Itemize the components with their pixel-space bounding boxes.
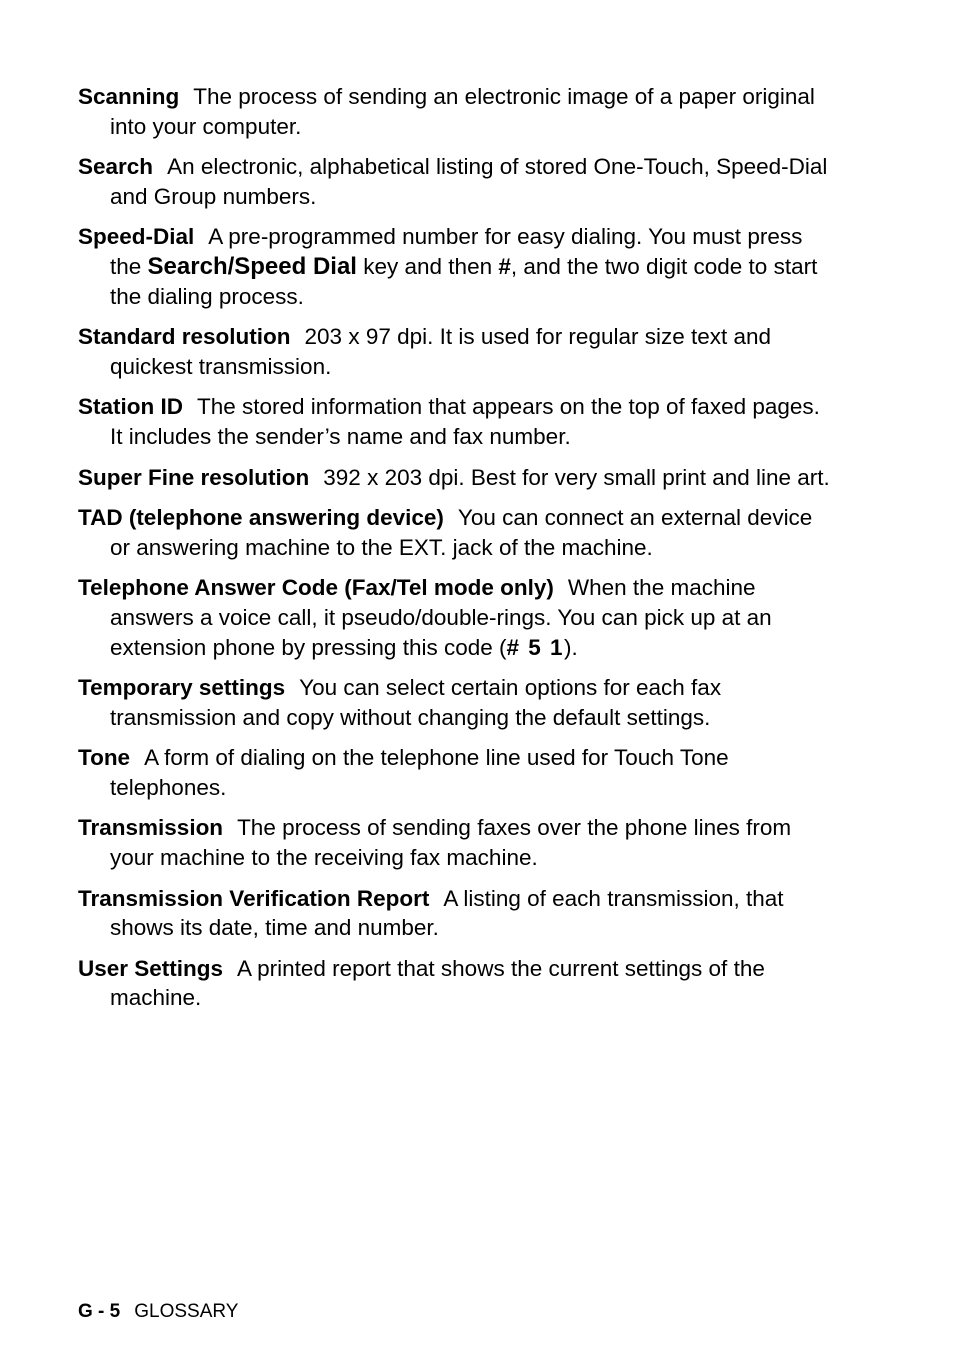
answer-code-label: # 5 1 (506, 634, 565, 660)
glossary-term: Station ID (78, 394, 183, 420)
glossary-definition: , and the two digit code to start the dialing process. (110, 253, 818, 309)
glossary-definition: You can select certain options for each fax transmission and copy without changing the default settings. (110, 675, 722, 730)
glossary-entry-standard-resolution (78, 322, 838, 381)
glossary-term: Speed-Dial (78, 224, 195, 250)
glossary-entry-tad (78, 503, 838, 562)
glossary-definition: You can connect an external device or answering machine to the EXT. jack of the machine. (110, 505, 813, 560)
glossary-term: Transmission Verification Report (78, 885, 430, 911)
glossary-term: Temporary settings (78, 675, 286, 701)
glossary-term: Search (78, 154, 154, 180)
page-footer (78, 1300, 238, 1324)
glossary-definition: A pre-programmed number for easy dialing. You must press the (110, 224, 803, 279)
glossary-definition: A listing of each transmission, that shows its date, time and number. (110, 885, 784, 941)
glossary-entry-transmission-verification-report (78, 884, 838, 943)
glossary-term: User Settings (78, 955, 224, 981)
glossary-term: TAD (telephone answering device) (78, 505, 444, 531)
glossary-term: Standard resolution (78, 324, 291, 350)
glossary-definition: key and then (363, 253, 493, 279)
glossary-term: Scanning (78, 84, 180, 109)
page-number: G - 5 (78, 1301, 121, 1322)
glossary-entry-scanning (78, 82, 838, 141)
glossary-term: Tone (78, 745, 131, 771)
section-title: GLOSSARY (134, 1301, 239, 1322)
glossary-entry-transmission (78, 813, 838, 872)
hash-key-label: # (498, 253, 511, 279)
glossary-term: Super Fine resolution (78, 464, 310, 490)
glossary-entry-super-fine-resolution (78, 463, 838, 493)
glossary-term: Transmission (78, 815, 224, 841)
glossary-definition: The process of sending an electronic image of a paper original into your computer. (110, 84, 815, 139)
glossary-entry-telephone-answer-code (78, 573, 838, 662)
glossary-definition: 203 x 97 dpi. It is used for regular size text and quickest transmission. (110, 324, 772, 379)
glossary-term: Telephone Answer Code (Fax/Tel mode only) (78, 575, 554, 601)
glossary-entry-user-settings (78, 954, 838, 1013)
glossary-definition: A form of dialing on the telephone line used for Touch Tone telephones. (110, 745, 729, 800)
glossary-definition: The process of sending faxes over the phone lines from your machine to the receiving fax machine. (110, 815, 792, 871)
glossary-definition: An electronic, alphabetical listing of stored One-Touch, Speed-Dial and Group numbers. (110, 154, 828, 209)
glossary-entry-tone (78, 743, 838, 802)
glossary-definition: ). (564, 634, 578, 660)
glossary-definition: 392 x 203 dpi. Best for very small print and line art. (323, 464, 830, 490)
glossary-entry-search (78, 152, 838, 211)
glossary-entry-speed-dial (78, 222, 838, 311)
search-speed-dial-key-label: Search/Speed Dial (147, 252, 357, 280)
glossary-definition: The stored information that appears on the top of faxed pages. It includes the sender’s name and fax number. (110, 394, 820, 449)
glossary-entry-station-id (78, 392, 838, 451)
glossary-definition: When the machine answers a voice call, it pseudo/double-rings. You can pick up at an extension phone by pressing this code ( (110, 575, 772, 660)
glossary-definition: A printed report that shows the current settings of the machine. (110, 955, 765, 1011)
glossary-entry-temporary-settings (78, 673, 838, 732)
glossary-list (78, 82, 838, 1024)
